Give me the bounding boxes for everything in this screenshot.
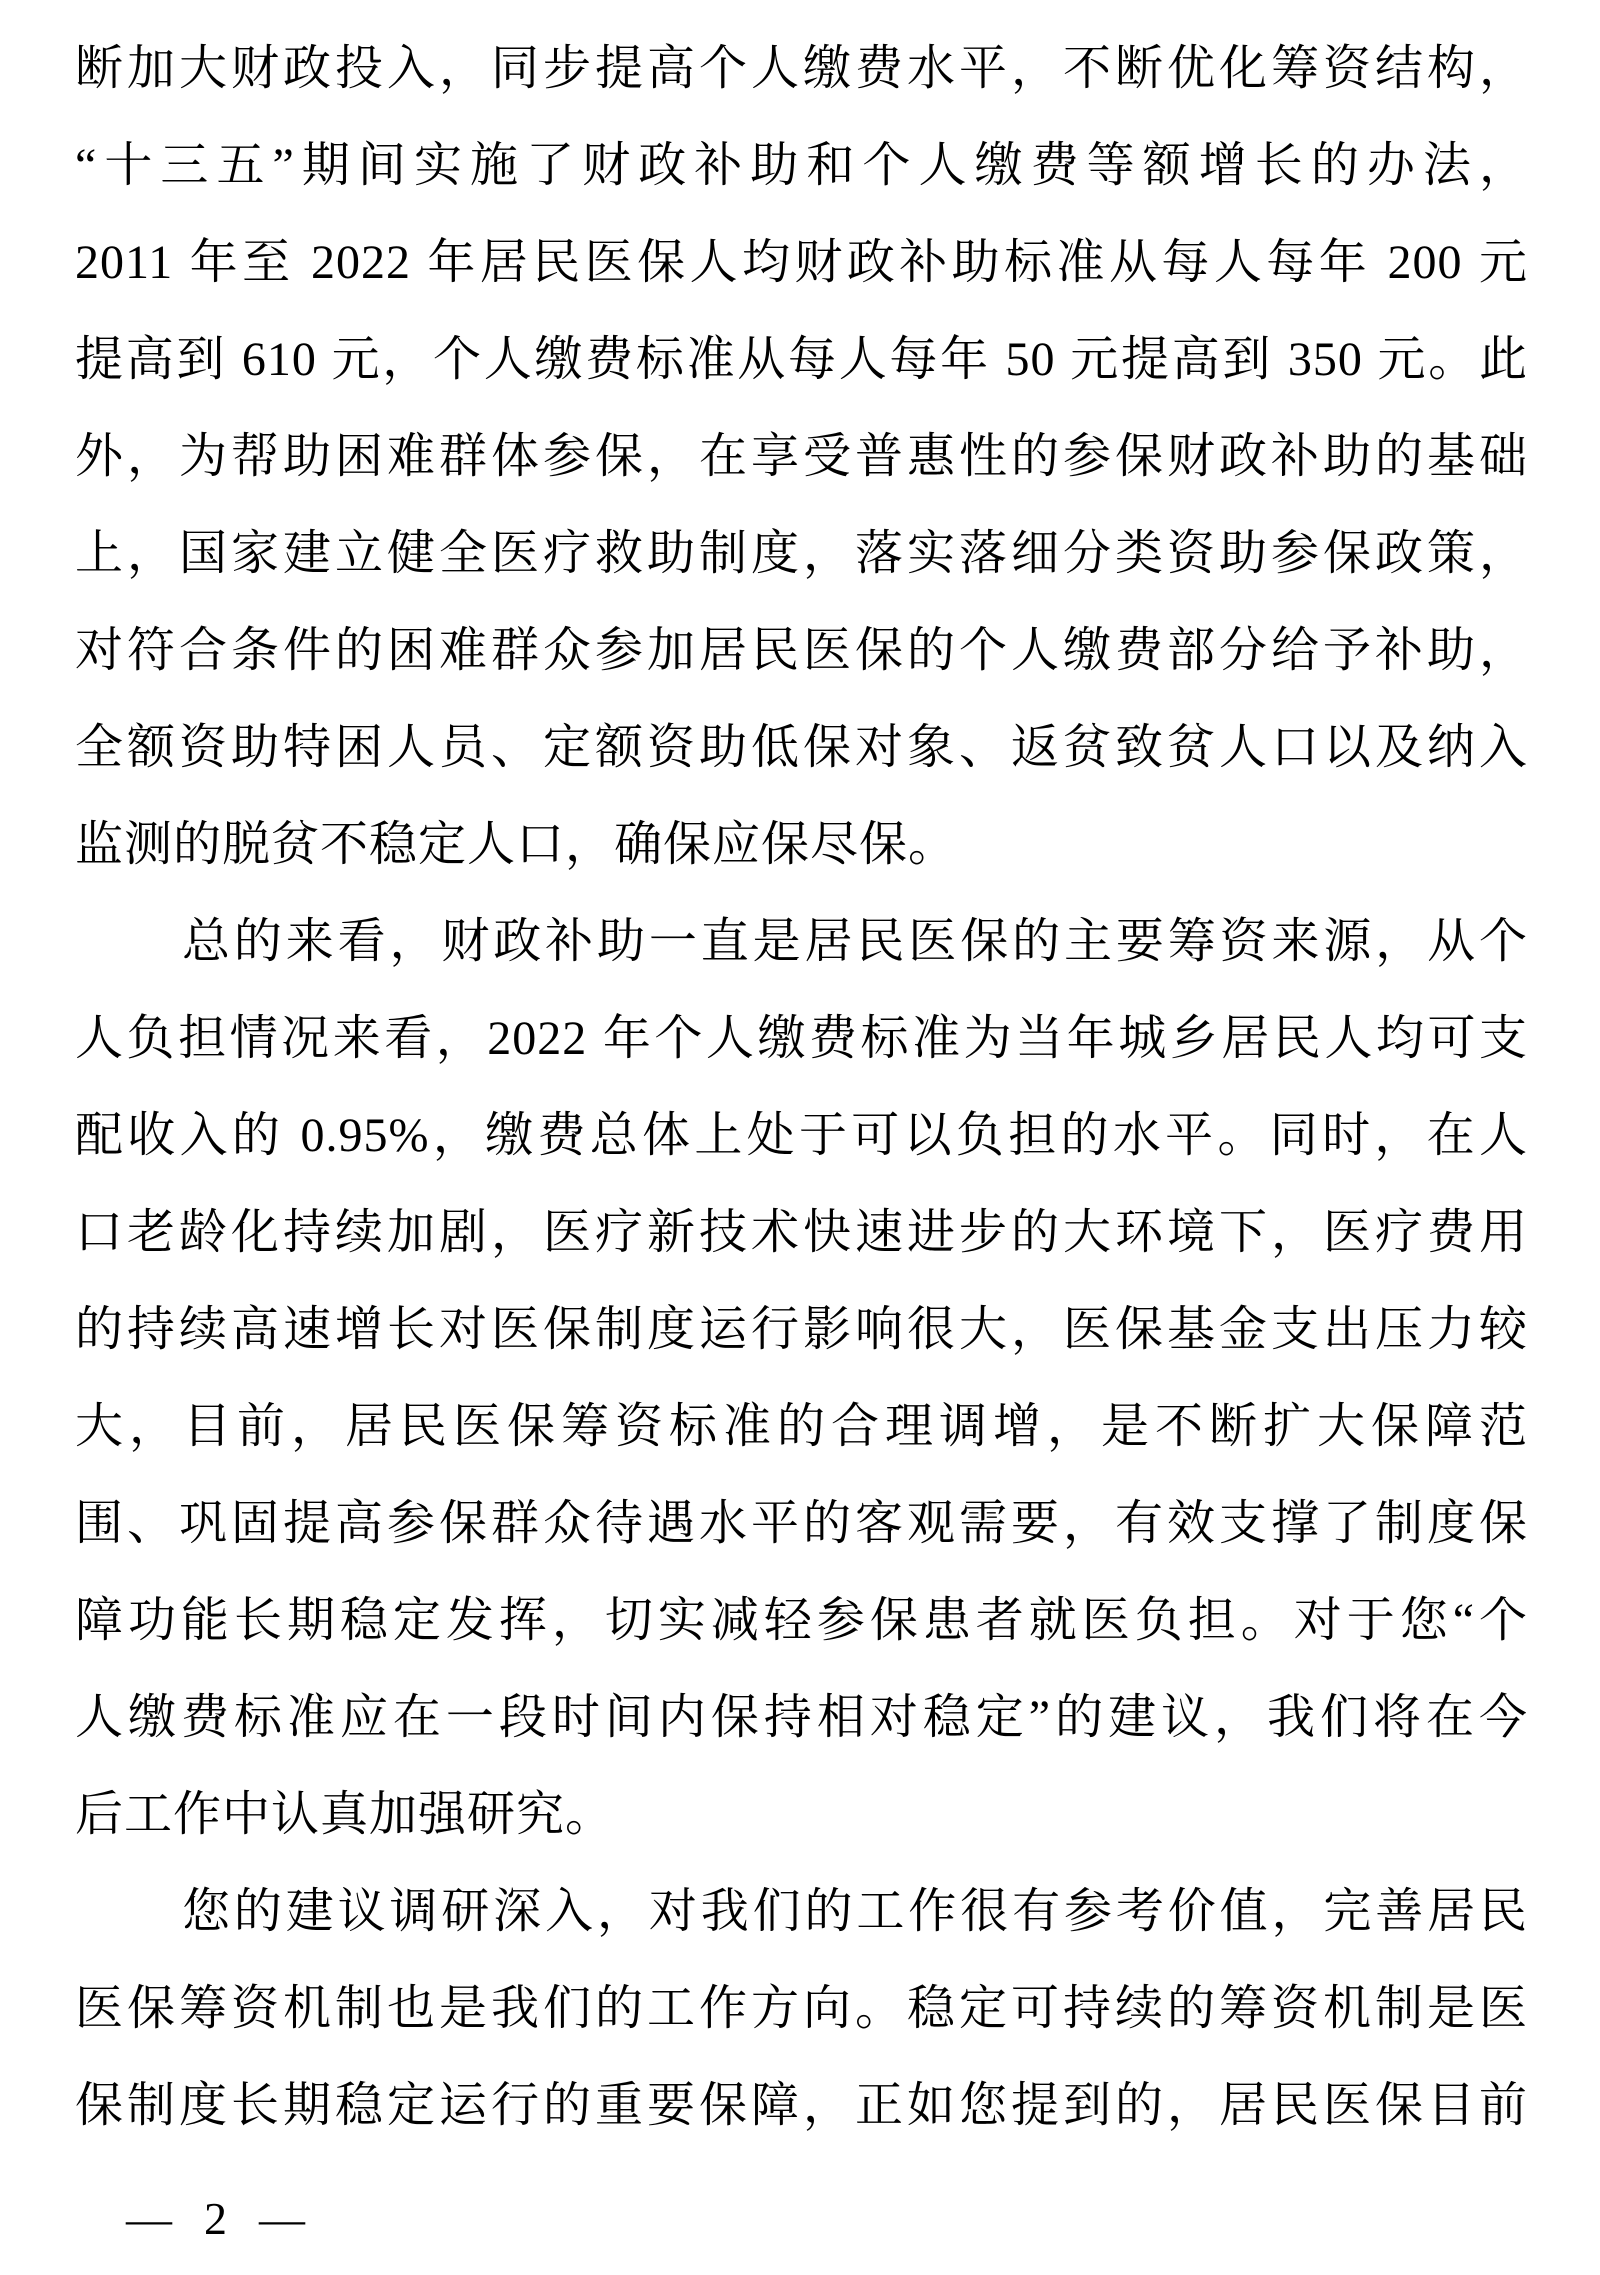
footer-dash-left: — xyxy=(126,2193,172,2244)
text-line: 人负担情况来看，2022 年个人缴费标准为当年城乡居民人均可支 xyxy=(75,1012,1528,1065)
text-line: 保制度长期稳定运行的重要保障，正如您提到的，居民医保目前 xyxy=(75,2079,1528,2132)
text-line: 口老龄化持续加剧，医疗新技术快速进步的大环境下，医疗费用 xyxy=(75,1206,1528,1259)
text-line: 外，为帮助困难群体参保，在享受普惠性的参保财政补助的基础 xyxy=(75,430,1528,483)
text-line: 断加大财政投入，同步提高个人缴费水平，不断优化筹资结构， xyxy=(75,42,1528,95)
text-line: 人缴费标准应在一段时间内保持相对稳定”的建议，我们将在今 xyxy=(75,1691,1528,1744)
page-footer xyxy=(126,2193,305,2244)
text-line: 提高到 610 元，个人缴费标准从每人每年 50 元提高到 350 元。此 xyxy=(75,333,1528,386)
text-line: 上，国家建立健全医疗救助制度，落实落细分类资助参保政策， xyxy=(75,527,1528,580)
text-line: 监测的脱贫不稳定人口，确保应保尽保。 xyxy=(75,818,958,871)
text-line: 2011 年至 2022 年居民医保人均财政补助标准从每人每年 200 元 xyxy=(75,236,1528,289)
text-line: 大，目前，居民医保筹资标准的合理调增，是不断扩大保障范 xyxy=(75,1400,1528,1453)
text-line: 的持续高速增长对医保制度运行影响很大，医保基金支出压力较 xyxy=(75,1303,1528,1356)
document-body xyxy=(75,20,1528,2154)
text-line: 后工作中认真加强研究。 xyxy=(75,1788,615,1841)
text-line: 围、巩固提高参保群众待遇水平的客观需要，有效支撑了制度保 xyxy=(75,1497,1528,1550)
footer-dash-right: — xyxy=(259,2193,305,2244)
page-number: 2 xyxy=(204,2193,227,2244)
text-line: 全额资助特困人员、定额资助低保对象、返贫致贫人口以及纳入 xyxy=(75,721,1528,774)
text-line: 配收入的 0.95%，缴费总体上处于可以负担的水平。同时，在人 xyxy=(75,1109,1528,1162)
text-line: 医保筹资机制也是我们的工作方向。稳定可持续的筹资机制是医 xyxy=(75,1982,1528,2035)
text-line: “十三五”期间实施了财政补助和个人缴费等额增长的办法， xyxy=(75,139,1528,192)
text-line-paragraph-start: 总的来看，财政补助一直是居民医保的主要筹资来源，从个 xyxy=(182,915,1528,968)
text-line: 对符合条件的困难群众参加居民医保的个人缴费部分给予补助， xyxy=(75,624,1528,677)
text-line-paragraph-start: 您的建议调研深入，对我们的工作很有参考价值，完善居民 xyxy=(182,1885,1528,1938)
text-line: 障功能长期稳定发挥，切实减轻参保患者就医负担。对于您“个 xyxy=(75,1594,1528,1647)
